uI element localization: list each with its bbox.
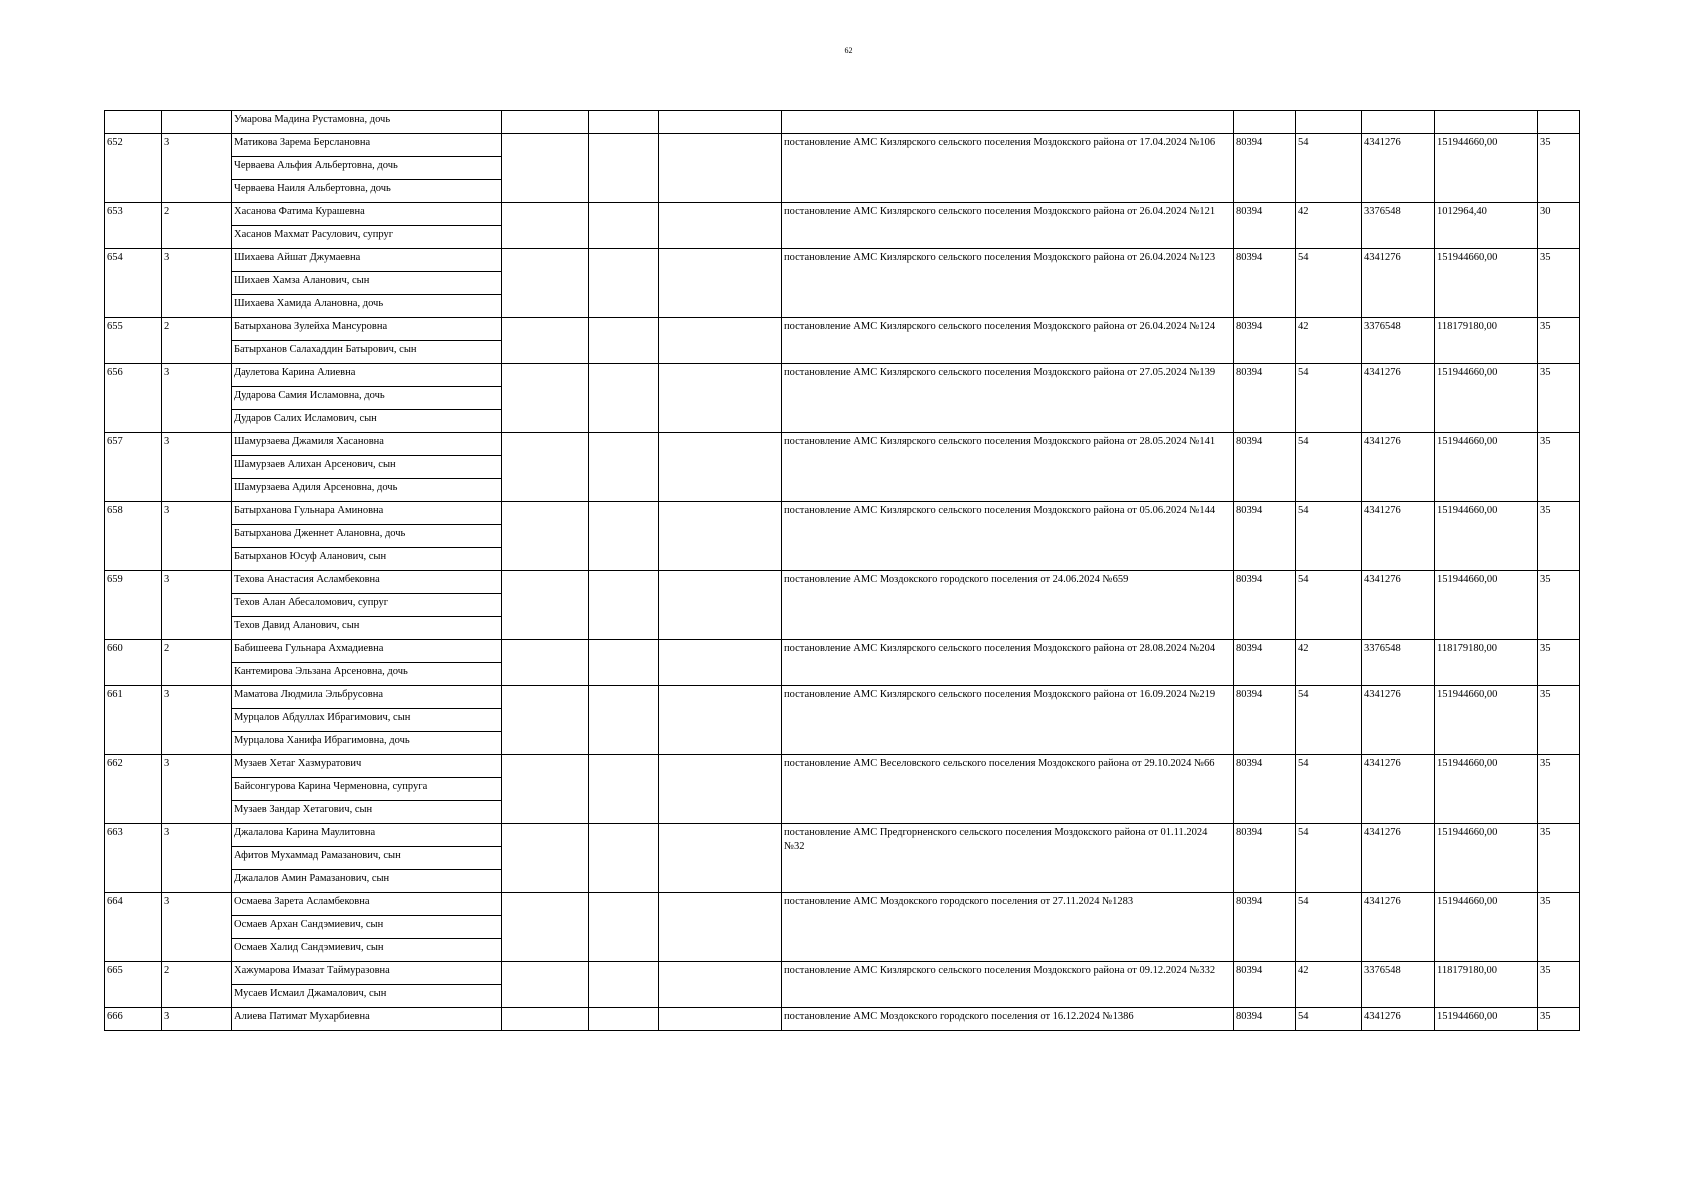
page-number: 62 xyxy=(844,46,853,55)
member-name-cell: Джалалов Амин Рамазанович, сын xyxy=(232,870,502,893)
rate-cell: 30 xyxy=(1538,203,1580,249)
member-name-cell: Осмаева Зарета Асламбековна xyxy=(232,893,502,916)
member-name-cell: Музаев Хетаг Хазмуратович xyxy=(232,755,502,778)
area-cell: 54 xyxy=(1296,433,1362,502)
table-row xyxy=(105,318,1580,341)
member-name-cell: Шамурзаева Джамиля Хасановна xyxy=(232,433,502,456)
member-name-cell: Батырханов Юсуф Аланович, сын xyxy=(232,548,502,571)
area-cell: 42 xyxy=(1296,318,1362,364)
area-cell: 42 xyxy=(1296,203,1362,249)
member-name-cell: Дударов Салих Исламович, сын xyxy=(232,410,502,433)
cost-per-unit-cell: 4341276 xyxy=(1362,364,1435,433)
empty-cell-a xyxy=(502,1008,589,1031)
rate-cell: 35 xyxy=(1538,686,1580,755)
empty-cell-a xyxy=(502,134,589,203)
family-size-cell: 3 xyxy=(162,893,232,962)
record-number-cell: 659 xyxy=(105,571,162,640)
empty-cell-c xyxy=(659,134,782,203)
record-number-cell: 666 xyxy=(105,1008,162,1031)
empty-cell-c xyxy=(659,686,782,755)
cost-per-unit-cell: 3376548 xyxy=(1362,962,1435,1008)
table-row xyxy=(105,433,1580,456)
cost-per-unit-cell: 3376548 xyxy=(1362,203,1435,249)
empty-cell-b xyxy=(589,249,659,318)
table-row xyxy=(105,249,1580,272)
empty-cell-a xyxy=(502,686,589,755)
record-number-cell: 665 xyxy=(105,962,162,1008)
table-row xyxy=(105,502,1580,525)
empty-cell-a xyxy=(502,571,589,640)
rate-cell: 35 xyxy=(1538,755,1580,824)
rate-cell: 35 xyxy=(1538,433,1580,502)
rate-cell: 35 xyxy=(1538,893,1580,962)
member-name-cell: Техов Давид Аланович, сын xyxy=(232,617,502,640)
empty-cell-c xyxy=(659,502,782,571)
basis-cell: постановление АМС Кизлярского сельского поселения Моздокского района от 26.04.2024 №123 xyxy=(782,249,1234,318)
table-row xyxy=(105,203,1580,226)
oktmo-cell: 80394 xyxy=(1234,686,1296,755)
oktmo-cell: 80394 xyxy=(1234,640,1296,686)
oktmo-cell: 80394 xyxy=(1234,318,1296,364)
rate-cell: 35 xyxy=(1538,571,1580,640)
family-size-cell xyxy=(162,111,232,134)
empty-cell-a xyxy=(502,111,589,134)
family-size-cell: 2 xyxy=(162,640,232,686)
cost-per-unit-cell xyxy=(1362,111,1435,134)
record-number-cell: 658 xyxy=(105,502,162,571)
member-name-cell: Музаев Зандар Хетагович, сын xyxy=(232,801,502,824)
member-name-cell: Байсонгурова Карина Черменовна, супруга xyxy=(232,778,502,801)
member-name-cell: Шихаев Хамза Аланович, сын xyxy=(232,272,502,295)
empty-cell-a xyxy=(502,203,589,249)
area-cell: 54 xyxy=(1296,249,1362,318)
member-name-cell: Хасанов Махмат Расулович, супруг xyxy=(232,226,502,249)
empty-cell-a xyxy=(502,249,589,318)
empty-cell-a xyxy=(502,640,589,686)
family-size-cell: 3 xyxy=(162,755,232,824)
basis-cell: постановление АМС Кизлярского сельского поселения Моздокского района от 27.05.2024 №139 xyxy=(782,364,1234,433)
empty-cell-b xyxy=(589,755,659,824)
total-amount-cell: 151944660,00 xyxy=(1435,502,1538,571)
record-number-cell: 664 xyxy=(105,893,162,962)
family-size-cell: 3 xyxy=(162,686,232,755)
record-number-cell: 655 xyxy=(105,318,162,364)
empty-cell-c xyxy=(659,203,782,249)
total-amount-cell: 151944660,00 xyxy=(1435,134,1538,203)
member-name-cell: Мусаев Исмаил Джамалович, сын xyxy=(232,985,502,1008)
member-name-cell: Техова Анастасия Асламбековна xyxy=(232,571,502,594)
cost-per-unit-cell: 4341276 xyxy=(1362,1008,1435,1031)
total-amount-cell: 151944660,00 xyxy=(1435,571,1538,640)
member-name-cell: Батырханова Дженнет Алановна, дочь xyxy=(232,525,502,548)
rate-cell: 35 xyxy=(1538,640,1580,686)
basis-cell: постановление АМС Кизлярского сельского поселения Моздокского района от 09.12.2024 №332 xyxy=(782,962,1234,1008)
cost-per-unit-cell: 4341276 xyxy=(1362,893,1435,962)
table-row xyxy=(105,640,1580,663)
empty-cell-c xyxy=(659,433,782,502)
oktmo-cell: 80394 xyxy=(1234,502,1296,571)
oktmo-cell xyxy=(1234,111,1296,134)
member-name-cell: Афитов Мухаммад Рамазанович, сын xyxy=(232,847,502,870)
cost-per-unit-cell: 3376548 xyxy=(1362,318,1435,364)
basis-cell: постановление АМС Кизлярского сельского поселения Моздокского района от 17.04.2024 №106 xyxy=(782,134,1234,203)
family-size-cell: 3 xyxy=(162,824,232,893)
family-size-cell: 3 xyxy=(162,249,232,318)
rate-cell: 35 xyxy=(1538,824,1580,893)
empty-cell-c xyxy=(659,364,782,433)
empty-cell-b xyxy=(589,962,659,1008)
family-size-cell: 3 xyxy=(162,502,232,571)
member-name-cell: Хасанова Фатима Курашевна xyxy=(232,203,502,226)
cost-per-unit-cell: 4341276 xyxy=(1362,433,1435,502)
empty-cell-c xyxy=(659,318,782,364)
cost-per-unit-cell: 4341276 xyxy=(1362,134,1435,203)
rate-cell: 35 xyxy=(1538,962,1580,1008)
total-amount-cell: 151944660,00 xyxy=(1435,893,1538,962)
record-number-cell: 653 xyxy=(105,203,162,249)
member-name-cell: Батырханова Гульнара Аминовна xyxy=(232,502,502,525)
member-name-cell: Шамурзаев Алихан Арсенович, сын xyxy=(232,456,502,479)
family-size-cell: 3 xyxy=(162,571,232,640)
basis-cell: постановление АМС Кизлярского сельского поселения Моздокского района от 28.08.2024 №204 xyxy=(782,640,1234,686)
area-cell: 54 xyxy=(1296,571,1362,640)
member-name-cell: Алиева Патимат Мухарбиевна xyxy=(232,1008,502,1031)
empty-cell-c xyxy=(659,893,782,962)
empty-cell-b xyxy=(589,134,659,203)
empty-cell-c xyxy=(659,640,782,686)
empty-cell-a xyxy=(502,962,589,1008)
basis-cell: постановление АМС Моздокского городского поселения от 16.12.2024 №1386 xyxy=(782,1008,1234,1031)
empty-cell-b xyxy=(589,686,659,755)
basis-cell xyxy=(782,111,1234,134)
rate-cell: 35 xyxy=(1538,134,1580,203)
cost-per-unit-cell: 4341276 xyxy=(1362,249,1435,318)
family-size-cell: 3 xyxy=(162,134,232,203)
cost-per-unit-cell: 4341276 xyxy=(1362,571,1435,640)
member-name-cell: Джалалова Карина Маулитовна xyxy=(232,824,502,847)
empty-cell-b xyxy=(589,502,659,571)
member-name-cell: Дударова Самия Исламовна, дочь xyxy=(232,387,502,410)
empty-cell-c xyxy=(659,962,782,1008)
empty-cell-c xyxy=(659,755,782,824)
empty-cell-a xyxy=(502,364,589,433)
empty-cell-a xyxy=(502,502,589,571)
oktmo-cell: 80394 xyxy=(1234,203,1296,249)
registry-table xyxy=(104,110,1580,1031)
record-number-cell: 654 xyxy=(105,249,162,318)
basis-cell: постановление АМС Моздокского городского поселения от 24.06.2024 №659 xyxy=(782,571,1234,640)
empty-cell-a xyxy=(502,755,589,824)
total-amount-cell: 151944660,00 xyxy=(1435,1008,1538,1031)
total-amount-cell: 118179180,00 xyxy=(1435,962,1538,1008)
registry-body xyxy=(105,111,1580,1031)
total-amount-cell: 151944660,00 xyxy=(1435,364,1538,433)
total-amount-cell: 151944660,00 xyxy=(1435,433,1538,502)
basis-cell: постановление АМС Кизлярского сельского поселения Моздокского района от 26.04.2024 №121 xyxy=(782,203,1234,249)
empty-cell-b xyxy=(589,111,659,134)
empty-cell-b xyxy=(589,1008,659,1031)
area-cell: 54 xyxy=(1296,502,1362,571)
empty-cell-c xyxy=(659,249,782,318)
record-number-cell xyxy=(105,111,162,134)
rate-cell: 35 xyxy=(1538,318,1580,364)
cost-per-unit-cell: 4341276 xyxy=(1362,824,1435,893)
oktmo-cell: 80394 xyxy=(1234,893,1296,962)
basis-cell: постановление АМС Предгорненского сельского поселения Моздокского района от 01.11.2024 №32 xyxy=(782,824,1234,893)
member-name-cell: Батырханова Зулейха Мансуровна xyxy=(232,318,502,341)
empty-cell-c xyxy=(659,111,782,134)
member-name-cell: Умарова Мадина Рустамовна, дочь xyxy=(232,111,502,134)
rate-cell xyxy=(1538,111,1580,134)
oktmo-cell: 80394 xyxy=(1234,249,1296,318)
total-amount-cell: 151944660,00 xyxy=(1435,755,1538,824)
member-name-cell: Осмаев Халид Сандэмиевич, сын xyxy=(232,939,502,962)
member-name-cell: Матикова Зарема Берслановна xyxy=(232,134,502,157)
empty-cell-a xyxy=(502,433,589,502)
empty-cell-a xyxy=(502,893,589,962)
table-row xyxy=(105,893,1580,916)
oktmo-cell: 80394 xyxy=(1234,962,1296,1008)
member-name-cell: Техов Алан Абесаломович, супруг xyxy=(232,594,502,617)
rate-cell: 35 xyxy=(1538,502,1580,571)
table-row xyxy=(105,962,1580,985)
oktmo-cell: 80394 xyxy=(1234,433,1296,502)
member-name-cell: Осмаев Архан Сандэмиевич, сын xyxy=(232,916,502,939)
total-amount-cell: 118179180,00 xyxy=(1435,318,1538,364)
area-cell: 54 xyxy=(1296,755,1362,824)
empty-cell-b xyxy=(589,364,659,433)
total-amount-cell: 151944660,00 xyxy=(1435,686,1538,755)
empty-cell-c xyxy=(659,824,782,893)
cost-per-unit-cell: 4341276 xyxy=(1362,755,1435,824)
oktmo-cell: 80394 xyxy=(1234,571,1296,640)
area-cell: 54 xyxy=(1296,134,1362,203)
family-size-cell: 2 xyxy=(162,962,232,1008)
area-cell xyxy=(1296,111,1362,134)
area-cell: 54 xyxy=(1296,364,1362,433)
family-size-cell: 3 xyxy=(162,1008,232,1031)
area-cell: 42 xyxy=(1296,640,1362,686)
oktmo-cell: 80394 xyxy=(1234,1008,1296,1031)
empty-cell-b xyxy=(589,203,659,249)
record-number-cell: 663 xyxy=(105,824,162,893)
rate-cell: 35 xyxy=(1538,364,1580,433)
record-number-cell: 652 xyxy=(105,134,162,203)
member-name-cell: Шамурзаева Адиля Арсеновна, дочь xyxy=(232,479,502,502)
oktmo-cell: 80394 xyxy=(1234,824,1296,893)
table-row xyxy=(105,134,1580,157)
record-number-cell: 662 xyxy=(105,755,162,824)
cost-per-unit-cell: 4341276 xyxy=(1362,686,1435,755)
total-amount-cell xyxy=(1435,111,1538,134)
oktmo-cell: 80394 xyxy=(1234,364,1296,433)
empty-cell-b xyxy=(589,640,659,686)
empty-cell-c xyxy=(659,1008,782,1031)
area-cell: 54 xyxy=(1296,893,1362,962)
empty-cell-b xyxy=(589,824,659,893)
empty-cell-c xyxy=(659,571,782,640)
member-name-cell: Шихаева Хамида Алановна, дочь xyxy=(232,295,502,318)
family-size-cell: 3 xyxy=(162,364,232,433)
table-row xyxy=(105,686,1580,709)
empty-cell-b xyxy=(589,893,659,962)
member-name-cell: Мурцалова Ханифа Ибрагимовна, дочь xyxy=(232,732,502,755)
member-name-cell: Мурцалов Абдуллах Ибрагимович, сын xyxy=(232,709,502,732)
family-size-cell: 3 xyxy=(162,433,232,502)
table-row xyxy=(105,755,1580,778)
member-name-cell: Червaева Альфия Альбертовна, дочь xyxy=(232,157,502,180)
rate-cell: 35 xyxy=(1538,249,1580,318)
basis-cell: постановление АМС Кизлярского сельского поселения Моздокского района от 16.09.2024 №219 xyxy=(782,686,1234,755)
table-row xyxy=(105,571,1580,594)
empty-cell-b xyxy=(589,433,659,502)
cost-per-unit-cell: 4341276 xyxy=(1362,502,1435,571)
member-name-cell: Маматова Людмила Эльбрусовна xyxy=(232,686,502,709)
area-cell: 54 xyxy=(1296,824,1362,893)
table-row xyxy=(105,1008,1580,1031)
basis-cell: постановление АМС Кизлярского сельского поселения Моздокского района от 26.04.2024 №124 xyxy=(782,318,1234,364)
empty-cell-a xyxy=(502,318,589,364)
record-number-cell: 661 xyxy=(105,686,162,755)
oktmo-cell: 80394 xyxy=(1234,755,1296,824)
oktmo-cell: 80394 xyxy=(1234,134,1296,203)
record-number-cell: 657 xyxy=(105,433,162,502)
family-size-cell: 2 xyxy=(162,318,232,364)
record-number-cell: 656 xyxy=(105,364,162,433)
member-name-cell: Шихаева Айшат Джумаевна xyxy=(232,249,502,272)
member-name-cell: Батырханов Салахаддин Батырович, сын xyxy=(232,341,502,364)
total-amount-cell: 1012964,40 xyxy=(1435,203,1538,249)
rate-cell: 35 xyxy=(1538,1008,1580,1031)
basis-cell: постановление АМС Кизлярского сельского поселения Моздокского района от 05.06.2024 №144 xyxy=(782,502,1234,571)
basis-cell: постановление АМС Моздокского городского поселения от 27.11.2024 №1283 xyxy=(782,893,1234,962)
cost-per-unit-cell: 3376548 xyxy=(1362,640,1435,686)
total-amount-cell: 151944660,00 xyxy=(1435,824,1538,893)
table-row xyxy=(105,111,1580,134)
member-name-cell: Бабишеева Гульнара Ахмадиевна xyxy=(232,640,502,663)
empty-cell-b xyxy=(589,571,659,640)
member-name-cell: Кантемирова Эльзана Арсеновна, дочь xyxy=(232,663,502,686)
table-row xyxy=(105,364,1580,387)
member-name-cell: Червaева Наиля Альбертовна, дочь xyxy=(232,180,502,203)
record-number-cell: 660 xyxy=(105,640,162,686)
area-cell: 42 xyxy=(1296,962,1362,1008)
total-amount-cell: 151944660,00 xyxy=(1435,249,1538,318)
total-amount-cell: 118179180,00 xyxy=(1435,640,1538,686)
basis-cell: постановление АМС Кизлярского сельского поселения Моздокского района от 28.05.2024 №141 xyxy=(782,433,1234,502)
empty-cell-b xyxy=(589,318,659,364)
basis-cell: постановление АМС Веселовского сельского поселения Моздокского района от 29.10.2024 №66 xyxy=(782,755,1234,824)
member-name-cell: Даулетова Карина Алиевна xyxy=(232,364,502,387)
empty-cell-a xyxy=(502,824,589,893)
member-name-cell: Хажумарова Имазат Таймуразовна xyxy=(232,962,502,985)
family-size-cell: 2 xyxy=(162,203,232,249)
area-cell: 54 xyxy=(1296,1008,1362,1031)
table-row xyxy=(105,824,1580,847)
area-cell: 54 xyxy=(1296,686,1362,755)
